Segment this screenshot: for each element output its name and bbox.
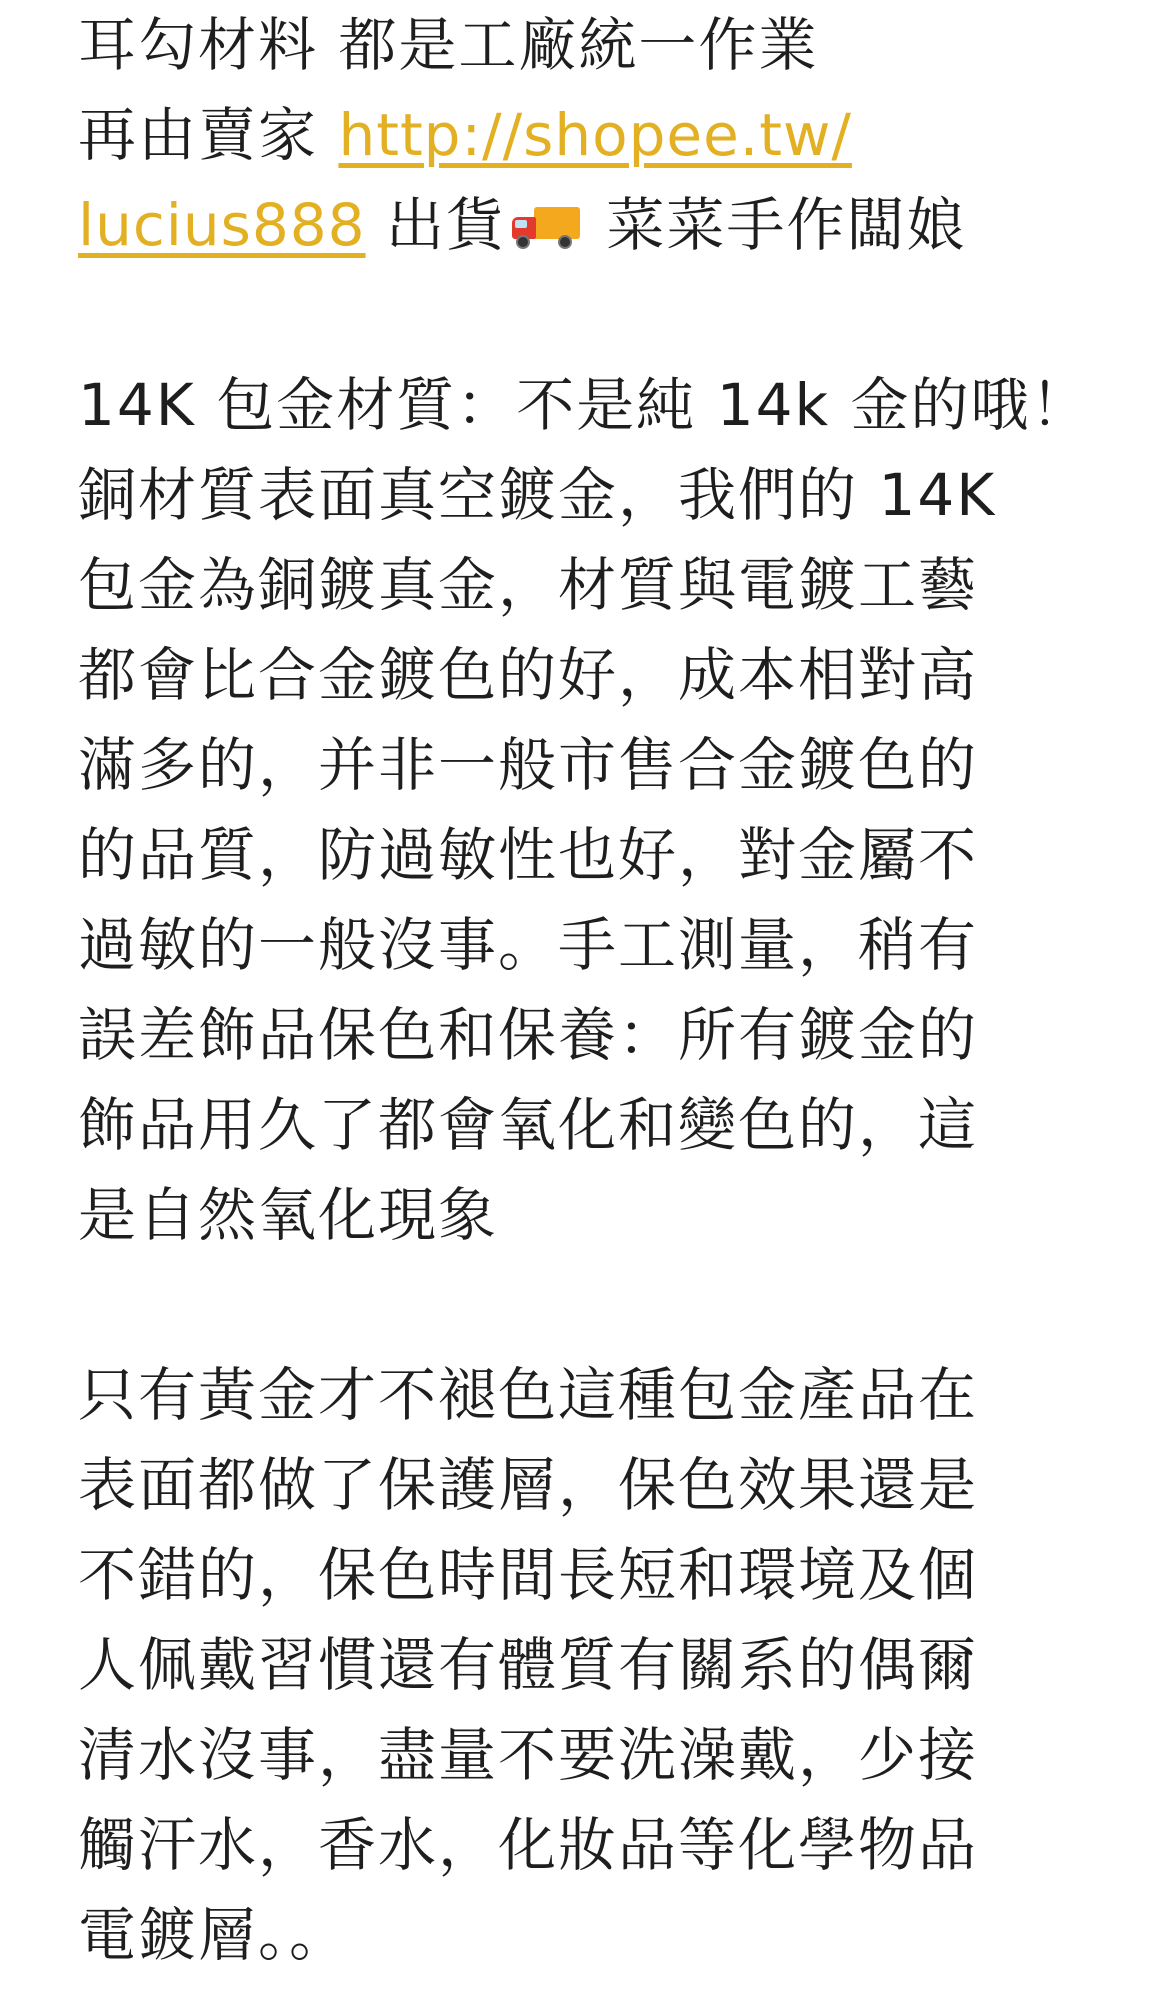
delivery-truck-icon (512, 201, 580, 251)
text-line: 電鍍層。。 (78, 1901, 350, 1969)
text-line: 耳勾材料 都是工廠統一作業 (78, 11, 819, 79)
post-body (78, 0, 1118, 1980)
text-line: 滿多的，并非一般市售合金鍍色的 (78, 731, 979, 799)
text-line: 銅材質表面真空鍍金，我們的 14K (78, 461, 997, 529)
paragraph-gap (78, 1260, 1118, 1350)
text-line: 是自然氧化現象 (78, 1181, 499, 1249)
text-line (78, 90, 1118, 180)
text-fragment: 再由賣家 (78, 101, 339, 169)
paragraph-gap (78, 270, 1118, 360)
shop-link[interactable]: http://shopee.tw/ (338, 101, 852, 169)
text-line: 過敏的一般沒事。手工測量，稍有 (78, 911, 979, 979)
text-line: 不錯的，保色時間長短和環境及個 (78, 1541, 979, 1609)
text-line: 只有黃金才不褪色這種包金產品在 (78, 1361, 979, 1429)
text-line: 觸汗水，香水，化妝品等化學物品 (78, 1811, 979, 1879)
text-line: 飾品用久了都會氧化和變色的，這 (78, 1091, 979, 1159)
text-line: 清水沒事，盡量不要洗澡戴，少接 (78, 1721, 979, 1789)
text-line: 表面都做了保護層，保色效果還是 (78, 1451, 979, 1519)
paragraph-care (78, 1350, 1118, 1980)
paragraph-material (78, 360, 1118, 1260)
paragraph-intro (78, 0, 1118, 270)
text-line (78, 180, 1118, 270)
text-line: 誤差飾品保色和保養：所有鍍金的 (78, 1001, 979, 1069)
text-line: 都會比合金鍍色的好，成本相對高 (78, 641, 979, 709)
text-line: 14K 包金材質：不是純 14k 金的哦！ (78, 371, 1091, 439)
text-line: 人佩戴習慣還有體質有關系的偶爾 (78, 1631, 979, 1699)
shop-link-continued[interactable]: lucius888 (78, 191, 366, 259)
text-line: 的品質，防過敏性也好，對金屬不 (78, 821, 979, 889)
text-fragment: 菜菜手作闆娘 (586, 191, 967, 259)
text-fragment: 出貨 (365, 191, 506, 259)
text-line: 包金為銅鍍真金，材質與電鍍工藝 (78, 551, 979, 619)
